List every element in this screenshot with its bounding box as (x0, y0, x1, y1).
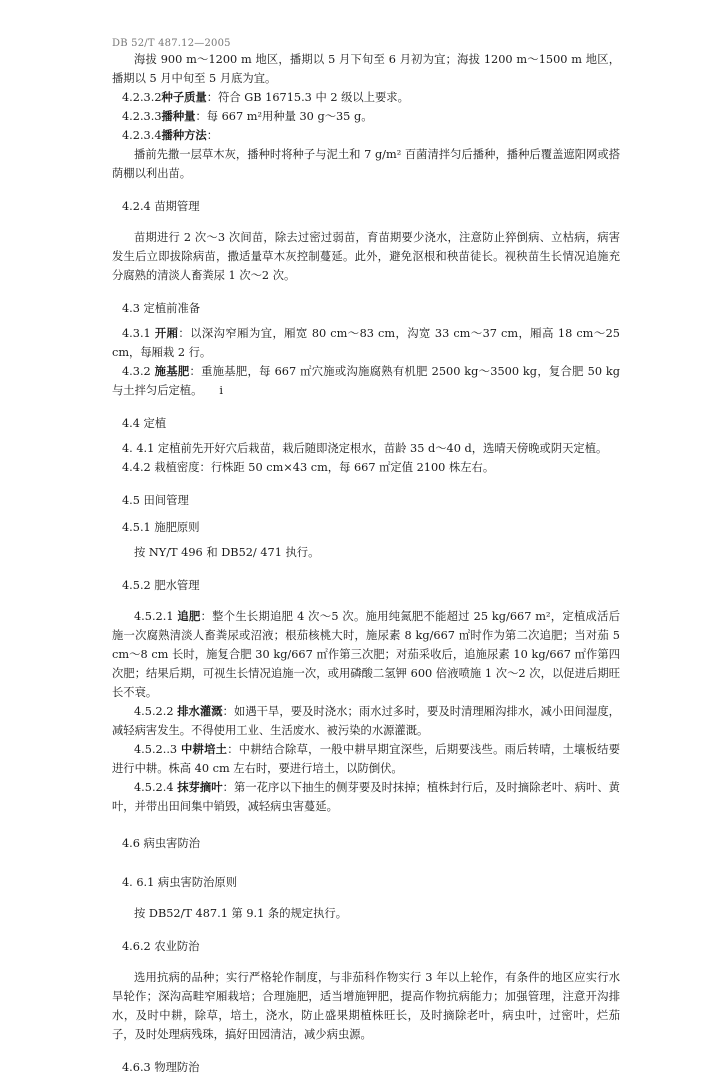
clause-planting-density: 4.4.2 栽植密度：行株距 50 cm×43 cm，每 667 ㎡定值 2100 株左右。 (122, 461, 495, 474)
paragraph-sowing-method-detail: 播前先撒一层草木灰，播种时将种子与泥土和 7 g/m² 百菌清拌匀后播种，播种后覆盖遮阳网或搭荫棚以利出苗。 (112, 148, 620, 180)
clause-seed-quality: 4.2.3.2种子质量：符合 GB 16715.3 中 2 级以上要求。 (122, 90, 409, 104)
paragraph-agricultural-control: 选用抗病的品种；实行严格轮作制度，与非茄科作物实行 3 年以上轮作，有条件的地区应实行水旱轮作；深沟高畦窄厢栽培；合理施肥，适当增施钾肥，提高作物抗病能力；加强管理，注意开沟排水，及时中耕，除草，培土，浇水，防止盛果期植株旺长，及时摘除老叶，病虫叶，过密叶，烂茄子，及时处理病残珠，搞好田园清洁，减少病虫源。 (112, 971, 620, 1041)
clause-label: 开厢 (154, 326, 179, 340)
clause-number: 4.2.3.2 (122, 91, 162, 104)
section-heading: 4.6 病虫害防治 (122, 837, 201, 850)
section-heading: 4.5 田间管理 (122, 494, 189, 507)
clause-number: 4.5.2..3 (134, 743, 178, 756)
section-heading: 4. 6.1 病虫害防治原则 (122, 876, 238, 889)
clause-label: 追肥 (177, 609, 201, 623)
clause-base-fertilizer: 4.3.2 施基肥：重施基肥，每 667 ㎡穴施或沟施腐熟有机肥 2500 kg～3500 kg，复合肥 50 kg 与土拌匀后定植。 i (112, 364, 620, 397)
clause-number: 4.5.2.4 (134, 781, 174, 794)
section-heading: 4.4 定植 (122, 417, 167, 430)
clause-ridge-opening: 4.3.1 开厢：以深沟窄厢为宜，厢宽 80 cm～83 cm，沟宽 33 cm～37 cm，厢高 18 cm～25 cm，每厢栽 2 行。 (112, 326, 620, 359)
clause-label: 种子质量 (161, 90, 207, 104)
clause-label: 播种方法 (161, 128, 207, 142)
document-code-header: DB 52/T 487.12—2005 (112, 38, 231, 49)
document-body (112, 50, 620, 1083)
clause-label: 排水灌溉 (177, 704, 223, 718)
paragraph-sowing-period: 海拔 900 m～1200 m 地区，播期以 5 月下旬至 6 月初为宜；海拔 1200 m～1500 m 地区，播期以 5 月中旬至 5 月底为宜。 (112, 53, 620, 85)
clause-drainage-irrigation: 4.5.2.2 排水灌溉：如遇干旱，要及时浇水；雨水过多时，要及时清理厢沟排水，减小田间湿度，减轻病害发生。不得使用工业、生活废水、被污染的水源灌溉。 (112, 704, 620, 737)
section-heading: 4.6.2 农业防治 (122, 940, 200, 953)
section-heading: 4.6.3 物理防治 (122, 1061, 200, 1074)
clause-number: 4.2.3.3 (122, 110, 162, 123)
clause-cultivation-earthing: 4.5.2..3 中耕培土：中耕结合除草，一般中耕早期宜深些，后期要浅些。雨后转晴，土壤板结要进行中耕。株高 40 cm 左右时，要进行培土，以防倒伏。 (112, 742, 620, 775)
clause-number: 4.2.3.4 (122, 129, 162, 142)
clause-number: 4.5.2.1 (134, 610, 174, 623)
clause-sowing-method: 4.2.3.4播种方法： (122, 128, 219, 142)
clause-label: 抹芽摘叶 (177, 780, 223, 794)
clause-label: 中耕培土 (180, 742, 228, 756)
section-heading: 4.5.1 施肥原则 (122, 521, 200, 534)
clause-label: 施基肥 (154, 364, 190, 378)
paragraph-seedling-management: 苗期进行 2 次～3 次间苗，除去过密过弱苗，育苗期要少浇水，注意防止猝倒病、立枯病，病害发生后立即拔除病苗，撒适量草木灰控制蔓延。此外，避免沤根和秧苗徒长。视秧苗生长情况追施充分腐熟的清淡人畜粪尿 1 次～2 次。 (112, 231, 620, 282)
paragraph-fertilization-standard: 按 NY/T 496 和 DB52/ 471 执行。 (134, 546, 320, 559)
section-heading: 4.5.2 肥水管理 (122, 579, 200, 592)
clause-number: 4.5.2.2 (134, 705, 174, 718)
clause-label: 播种量 (161, 109, 196, 123)
clause-bud-leaf-removal: 4.5.2.4 抹芽摘叶：第一花序以下抽生的侧芽要及时抹掉；植株封行后，及时摘除老叶、病叶、黄叶，并带出田间集中销毁，减轻病虫害蔓延。 (112, 780, 620, 813)
section-heading: 4.3 定植前准备 (122, 302, 201, 315)
clause-transplant: 4. 4.1 定植前先开好穴后栽苗，栽后随即浇定根水，苗龄 35 d～40 d，选晴天傍晚或阴天定植。 (122, 442, 608, 455)
paragraph-pest-control-principle: 按 DB52/T 487.1 第 9.1 条的规定执行。 (134, 907, 348, 920)
clause-top-dressing: 4.5.2.1 追肥：整个生长期追肥 4 次～5 次。施用纯氮肥不能超过 25 kg/667 m²，定植成活后施一次腐熟清淡人畜粪尿或沼液；根茄核桃大时，施尿素 8 kg/667 ㎡时作为第二次追肥；当对茄 5 cm～8 cm 长时，施复合肥 30 kg/667 ㎡作第三次肥；对茄采收后，追施尿素 10 kg/667 ㎡作第四次肥；结果后期，可视生长情况追施一次，或用磷酸二氢钾 600 倍液喷施 1 次～2 次，以促进后期旺长不衰。 (112, 609, 620, 699)
clause-number: 4.3.2 (122, 365, 151, 378)
clause-sowing-amount: 4.2.3.3播种量：每 667 m²用种量 30 g～35 g。 (122, 109, 373, 123)
section-heading: 4.2.4 苗期管理 (122, 200, 200, 213)
clause-number: 4.3.1 (122, 327, 151, 340)
